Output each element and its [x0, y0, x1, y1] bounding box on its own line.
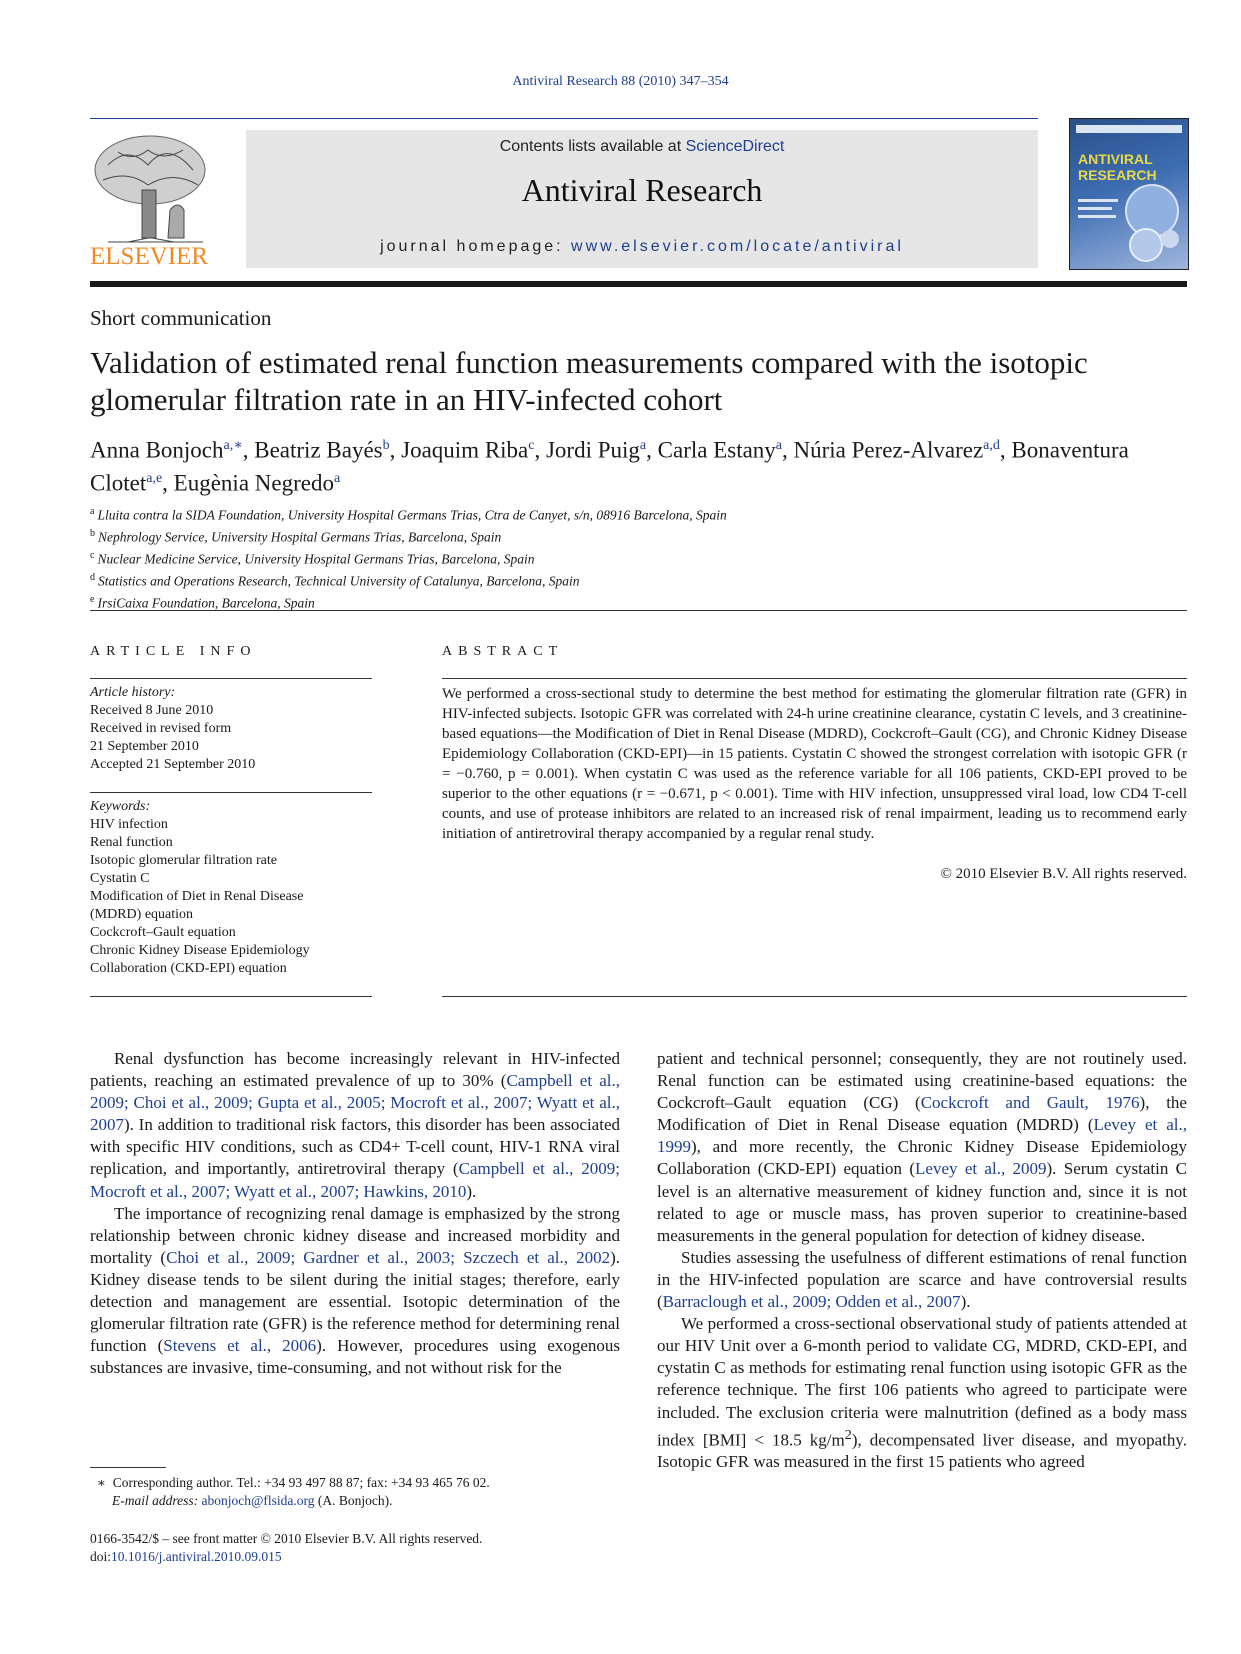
body-text: ). — [466, 1181, 477, 1201]
doi-label: doi: — [90, 1549, 112, 1564]
footnote-line — [90, 1474, 620, 1492]
corresponding-author-footnote — [90, 1474, 620, 1510]
citation-link[interactable]: Levey et al., 2009 — [915, 1159, 1047, 1179]
affiliation-mark: c — [90, 549, 95, 561]
body-text: Studies assessing the usefulness of different estimations of renal function in the HIV-infected population are scarce and have controversial results ( — [657, 1247, 1187, 1312]
affiliation-item — [90, 547, 1190, 569]
email-link[interactable]: abonjoch@flsida.org — [201, 1493, 315, 1508]
author-affiliation-mark[interactable]: a — [775, 438, 783, 453]
journal-cover-image[interactable] — [1069, 118, 1189, 270]
keyword-item: Collaboration (CKD-EPI) equation — [90, 961, 287, 976]
email-label: E-mail address: — [112, 1493, 202, 1508]
keyword-item: Renal function — [90, 835, 173, 850]
body-text: patient and technical personnel; consequently, they are not routinely used. Renal function can be estimated using creatinine-based equations: the Cockcroft–Gault equation (CG) ( — [657, 1049, 1187, 1113]
keyword-item: Cockcroft–Gault equation — [90, 925, 236, 940]
affiliation-text: IrsiCaixa Foundation, Barcelona, Spain — [97, 595, 315, 611]
homepage-prefix: journal homepage: — [380, 238, 572, 255]
body-column-right — [657, 1048, 1187, 1473]
cover-title: ANTIVIRAL RESEARCH — [1078, 151, 1157, 183]
doi-line — [90, 1548, 620, 1566]
body-column-left — [90, 1048, 620, 1379]
abstract-rule — [442, 678, 1187, 679]
homepage-line — [246, 238, 1038, 256]
info-rule — [90, 678, 372, 679]
keyword-item: Chronic Kidney Disease Epidemiology — [90, 943, 310, 958]
author-name: Jordi Puig — [545, 437, 640, 463]
history-item: Received in revised form — [90, 721, 232, 736]
article-title: Validation of estimated renal function measurements compared with the isotopic glomerular filtration rate in an HIV-infected cohort — [90, 345, 1088, 417]
history-label: Article history: — [90, 685, 176, 700]
body-text: ). Serum cystatin C level is an alternative measurement of kidney function and, since it is not related to age or muscle mass, has proven superior to creatinine-based measurements in the general population for detection of kidney disease. — [657, 1159, 1187, 1245]
author-name: Eugènia Negredo — [173, 470, 334, 496]
author-affiliation-mark[interactable]: a,e — [146, 470, 163, 486]
author-name: Anna Bonjoch — [90, 437, 224, 463]
affiliation-list — [90, 503, 1190, 613]
citation-link[interactable]: Cockcroft and Gault, 1976 — [920, 1093, 1140, 1113]
section-divider — [90, 610, 1187, 611]
body-text: ). Kidney disease tends to be silent during the initial stages; therefore, early detection and management are essential. Isotopic determination of the glomerular filtration rate (GFR) is the reference method for determining renal function ( — [90, 1247, 620, 1356]
affiliation-mark: a — [90, 506, 95, 517]
body-paragraph — [90, 1203, 620, 1380]
affiliation-item — [90, 569, 1190, 591]
doi-link[interactable]: 10.1016/j.antiviral.2010.09.015 — [111, 1549, 282, 1564]
keywords-list — [90, 798, 372, 978]
body-text: We performed a cross-sectional observational study of patients attended at our HIV Unit over a 6-month period to validate CG, MDRD, CKD-EPI, and cystatin C as methods for estimating renal function using isotopic GFR as the reference technique. The first 106 patients who agreed to participate were included. The exclusion criteria were malnutrition (defined as a body mass index [BMI] < 18.5 kg/m — [657, 1314, 1187, 1450]
svg-text:ELSEVIER: ELSEVIER — [90, 243, 209, 270]
author-affiliation-mark[interactable]: a,d — [983, 438, 1000, 453]
citation-link[interactable]: Barraclough et al., 2009; Odden et al., 2007 — [662, 1292, 961, 1312]
journal-banner — [246, 130, 1038, 268]
author-name: Bonaventura Clotet — [90, 437, 1129, 496]
contents-prefix: Contents lists available at — [499, 138, 686, 155]
keyword-item: HIV infection — [90, 817, 168, 832]
header-thick-rule — [90, 281, 1187, 287]
article-type: Short communication — [90, 306, 272, 330]
elsevier-logo[interactable] — [88, 130, 218, 270]
affiliation-text: Nuclear Medicine Service, University Hospital Germans Trias, Barcelona, Spain — [97, 551, 535, 567]
body-paragraph — [90, 1048, 620, 1203]
superscript: 2 — [844, 1426, 852, 1443]
body-paragraph — [657, 1247, 1187, 1313]
body-text: ), decompensated liver disease, and myopathy. Isotopic GFR was measured in the first 15 patients who agreed — [657, 1430, 1187, 1472]
contents-line — [246, 138, 1038, 156]
author-affiliation-mark[interactable]: a — [639, 438, 647, 453]
article-info-heading: ARTICLE INFO — [90, 644, 257, 659]
affiliation-item — [90, 503, 1190, 525]
footnote-text: Corresponding author. Tel.: +34 93 497 88 87; fax: +34 93 465 76 02. — [112, 1475, 490, 1490]
affiliation-text: Statistics and Operations Research, Technical University of Catalunya, Barcelona, Spain — [98, 573, 580, 589]
elsevier-tree-icon — [88, 130, 218, 270]
author-affiliation-mark[interactable]: a — [333, 470, 341, 486]
abstract-heading: ABSTRACT — [442, 644, 564, 659]
email-line — [90, 1492, 620, 1510]
body-text: Renal dysfunction has become increasingly relevant in HIV-infected patients, reaching an estimated prevalence of up to 30% ( — [90, 1049, 620, 1091]
body-text: ). In addition to traditional risk factors, this disorder has been associated with specific HIV conditions, such as CD4+ T-cell count, HIV-1 RNA viral replication, and importantly, antiretroviral therapy ( — [90, 1115, 620, 1179]
affiliation-text: Nephrology Service, University Hospital Germans Trias, Barcelona, Spain — [98, 529, 502, 545]
abstract-copyright: © 2010 Elsevier B.V. All rights reserved. — [940, 866, 1187, 882]
history-item: Received 8 June 2010 — [90, 703, 214, 718]
citation-link[interactable]: Stevens et al., 2006 — [163, 1336, 317, 1356]
issn-line: 0166-3542/$ – see front matter © 2010 Elsevier B.V. All rights reserved. — [90, 1531, 483, 1546]
footnote-rule — [90, 1467, 166, 1468]
citation-link[interactable]: Choi et al., 2009; Gardner et al., 2003; Szczech et al., 2002 — [166, 1247, 611, 1267]
abstract-text: We performed a cross-sectional study to determine the best method for estimating the glomerular filtration rate (GFR) in HIV-infected subjects. Isotopic GFR was correlated with 24-h urine creatinine clearance, cystatin C levels, and 3 creatinine-based equations—the Modification of Diet in Renal Disease (MDRD), Cockcroft–Gault (CG), and Chronic Kidney Disease Epidemiology Collaboration (CKD-EPI)—in 15 patients. Cystatin C showed the strongest correlation with isotopic GFR (r = −0.760, p = 0.001). When cystatin C was used as the reference variable for all 106 patients, CKD-EPI proved to be superior to the other equations (r = −0.671, p < 0.001). Time with HIV infection, unsuppressed viral load, low CD4 T-cell counts, and use of protease inhibitors are related to an increased risk of renal impairment, leading us to recommend early initiation of antiretroviral therapy accompanied by a regular renal study. — [442, 686, 1187, 842]
info-rule — [90, 792, 372, 793]
history-item: Accepted 21 September 2010 — [90, 757, 256, 772]
homepage-link[interactable]: www.elsevier.com/locate/antiviral — [571, 238, 904, 255]
history-item: 21 September 2010 — [90, 739, 199, 754]
keyword-item: Modification of Diet in Renal Disease — [90, 889, 304, 904]
author-name: Beatriz Bayés — [254, 437, 383, 463]
author-list: Anna Bonjoch$^{a,∗}$, Beatriz Bayés$^b$, Joaquim Riba$^c$, Jordi Puig$^a$, Carla Estany$^a$, Núria Perez-Alvarez$^{a,d}$, Bonaventura Clotet$^{a,e}$, Eugènia Negredo$^a$ — [90, 437, 1129, 496]
keywords-label: Keywords: — [90, 799, 151, 814]
info-rule — [90, 996, 372, 997]
affiliation-item — [90, 525, 1190, 547]
body-text: ), the Modification of Diet in Renal Disease equation (MDRD) ( — [657, 1093, 1187, 1135]
abstract-rule — [442, 996, 1187, 997]
article-history — [90, 684, 255, 774]
cover-artwork-icon — [1070, 119, 1188, 269]
affiliation-mark: d — [90, 571, 95, 583]
body-paragraph — [657, 1048, 1187, 1247]
journal-reference[interactable]: Antiviral Research 88 (2010) 347–354 — [512, 74, 729, 89]
body-text: ). However, procedures using exogenous substances are invasive, time-consuming, and not without risk for the — [90, 1336, 620, 1378]
body-text: ), and more recently, the Chronic Kidney Disease Epidemiology Collaboration (CKD-EPI) equation ( — [657, 1137, 1187, 1179]
footnote-mark: ∗ — [96, 1475, 106, 1490]
front-matter — [90, 1530, 620, 1566]
body-text: ). — [960, 1292, 971, 1312]
keyword-item: Isotopic glomerular filtration rate — [90, 853, 277, 868]
email-suffix: (A. Bonjoch). — [314, 1493, 393, 1508]
keyword-item: (MDRD) equation — [90, 907, 194, 922]
author-affiliation-mark[interactable]: c — [528, 438, 535, 453]
body-text: The importance of recognizing renal damage is emphasized by the strong relationship between chronic kidney disease and increased morbidity and mortality ( — [90, 1203, 620, 1267]
author-affiliation-mark[interactable]: a,∗ — [223, 438, 243, 453]
body-paragraph — [657, 1313, 1187, 1473]
citation-link[interactable]: Campbell et al., 2009; Mocroft et al., 2007; Wyatt et al., 2007; Hawkins, 2010 — [90, 1159, 621, 1201]
affiliation-mark: b — [90, 527, 95, 539]
sciencedirect-link[interactable]: ScienceDirect — [685, 138, 785, 155]
citation-link[interactable]: Campbell et al., 2009; Choi et al., 2009; Gupta et al., 2005; Mocroft et al., 2007; Wyatt et al., 2007 — [90, 1071, 621, 1135]
affiliation-mark: e — [90, 593, 95, 605]
header-rule — [90, 118, 1038, 119]
affiliation-text: Lluita contra la SIDA Foundation, University Hospital Germans Trias, Ctra de Canyet, s/n, 08916 Barcelona, Spain — [97, 507, 727, 523]
citation-link[interactable]: Levey et al., 1999 — [657, 1115, 1187, 1157]
author-name: Carla Estany — [657, 437, 776, 463]
author-affiliation-mark[interactable]: b — [382, 438, 390, 453]
author-name: Joaquim Riba — [401, 437, 529, 463]
author-name: Núria Perez-Alvarez — [793, 437, 984, 463]
journal-title: Antiviral Research — [521, 172, 763, 208]
keyword-item: Cystatin C — [90, 871, 150, 886]
